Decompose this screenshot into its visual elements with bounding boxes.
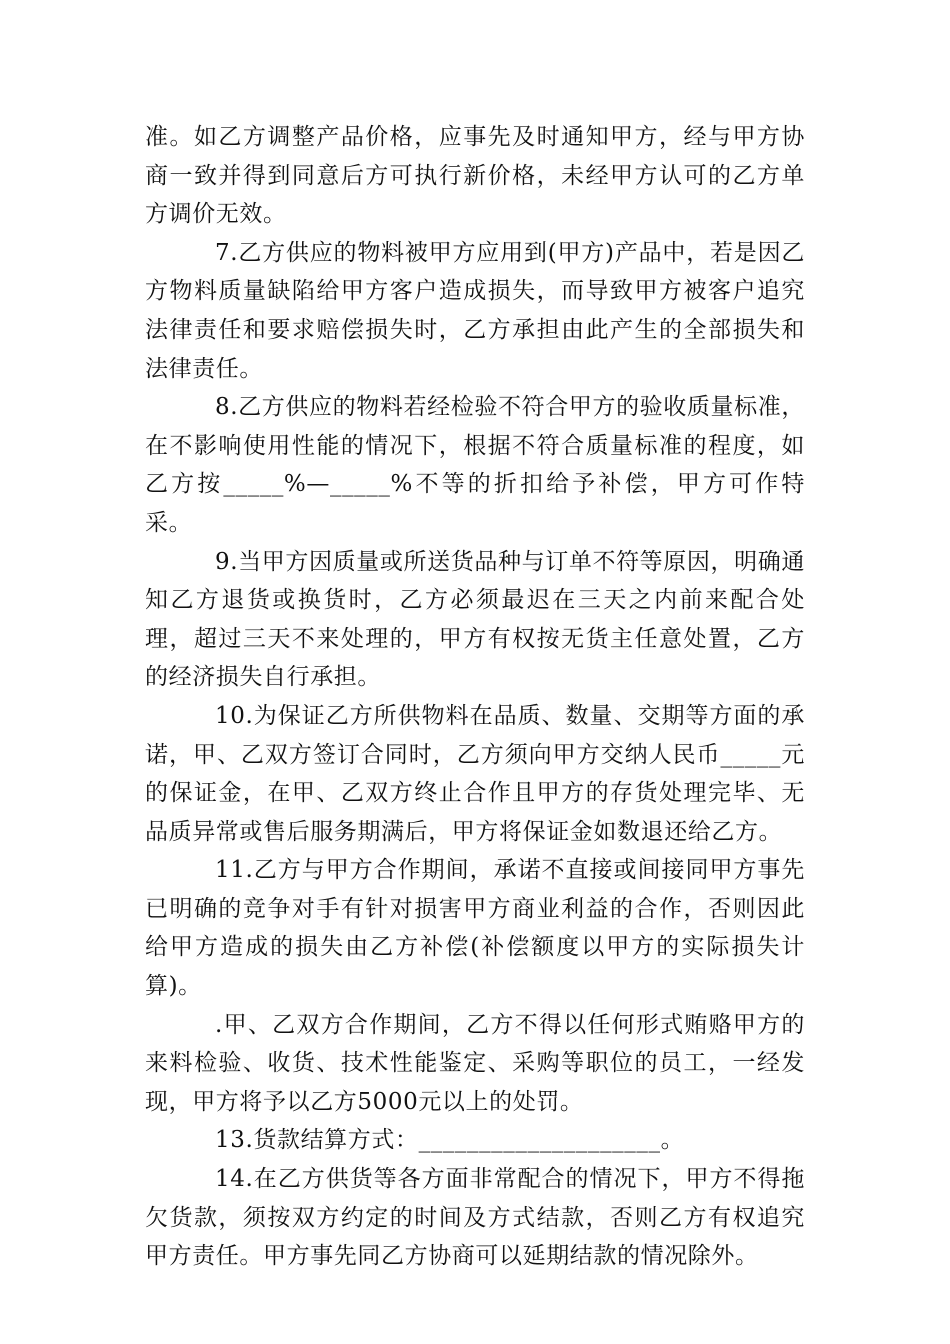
document-body xyxy=(145,118,805,1276)
paragraph-clause-12: .甲、乙双方合作期间，乙方不得以任何形式贿赂甲方的来料检验、收货、技术性能鉴定、采购等职位的员工，一经发现，甲方将予以乙方5000元以上的处罚。 xyxy=(145,1011,805,1115)
paragraph-clause-13: 13.货款结算方式：____________________。 xyxy=(215,1127,685,1154)
paragraph-clause-14: 14.在乙方供货等各方面非常配合的情况下，甲方不得拖欠货款，须按双方约定的时间及方式结款，否则乙方有权追究甲方责任。甲方事先同乙方协商可以延期结款的情况除外。 xyxy=(145,1166,805,1270)
paragraph-continued: 准。如乙方调整产品价格，应事先及时通知甲方，经与甲方协商一致并得到同意后方可执行新价格，未经甲方认可的乙方单方调价无效。 xyxy=(145,124,805,228)
paragraph-clause-8: 8.乙方供应的物料若经检验不符合甲方的验收质量标准，在不影响使用性能的情况下，根据不符合质量标准的程度，如乙方按_____%—_____%不等的折扣给予补偿，甲方可作特采。 xyxy=(145,394,805,536)
paragraph-clause-9: 9.当甲方因质量或所送货品种与订单不符等原因，明确通知乙方退货或换货时，乙方必须最迟在三天之内前来配合处理，超过三天不来处理的，甲方有权按无货主任意处置，乙方的经济损失自行承担。 xyxy=(145,548,805,691)
paragraph-clause-10: 10.为保证乙方所供物料在品质、数量、交期等方面的承诺，甲、乙双方签订合同时，乙方须向甲方交纳人民币_____元的保证金，在甲、乙双方终止合作且甲方的存货处理完毕、无品质异常或售后服务期满后，甲方将保证金如数退还给乙方。 xyxy=(145,702,805,845)
paragraph-clause-7: 7.乙方供应的物料被甲方应用到(甲方)产品中，若是因乙方物料质量缺陷给甲方客户造成损失，而导致甲方被客户追究法律责任和要求赔偿损失时，乙方承担由此产生的全部损失和法律责任。 xyxy=(145,239,805,382)
paragraph-clause-11: 11.乙方与甲方合作期间，承诺不直接或间接同甲方事先已明确的竞争对手有针对损害甲方商业利益的合作，否则因此给甲方造成的损失由乙方补偿(补偿额度以甲方的实际损失计算)。 xyxy=(145,857,805,1000)
